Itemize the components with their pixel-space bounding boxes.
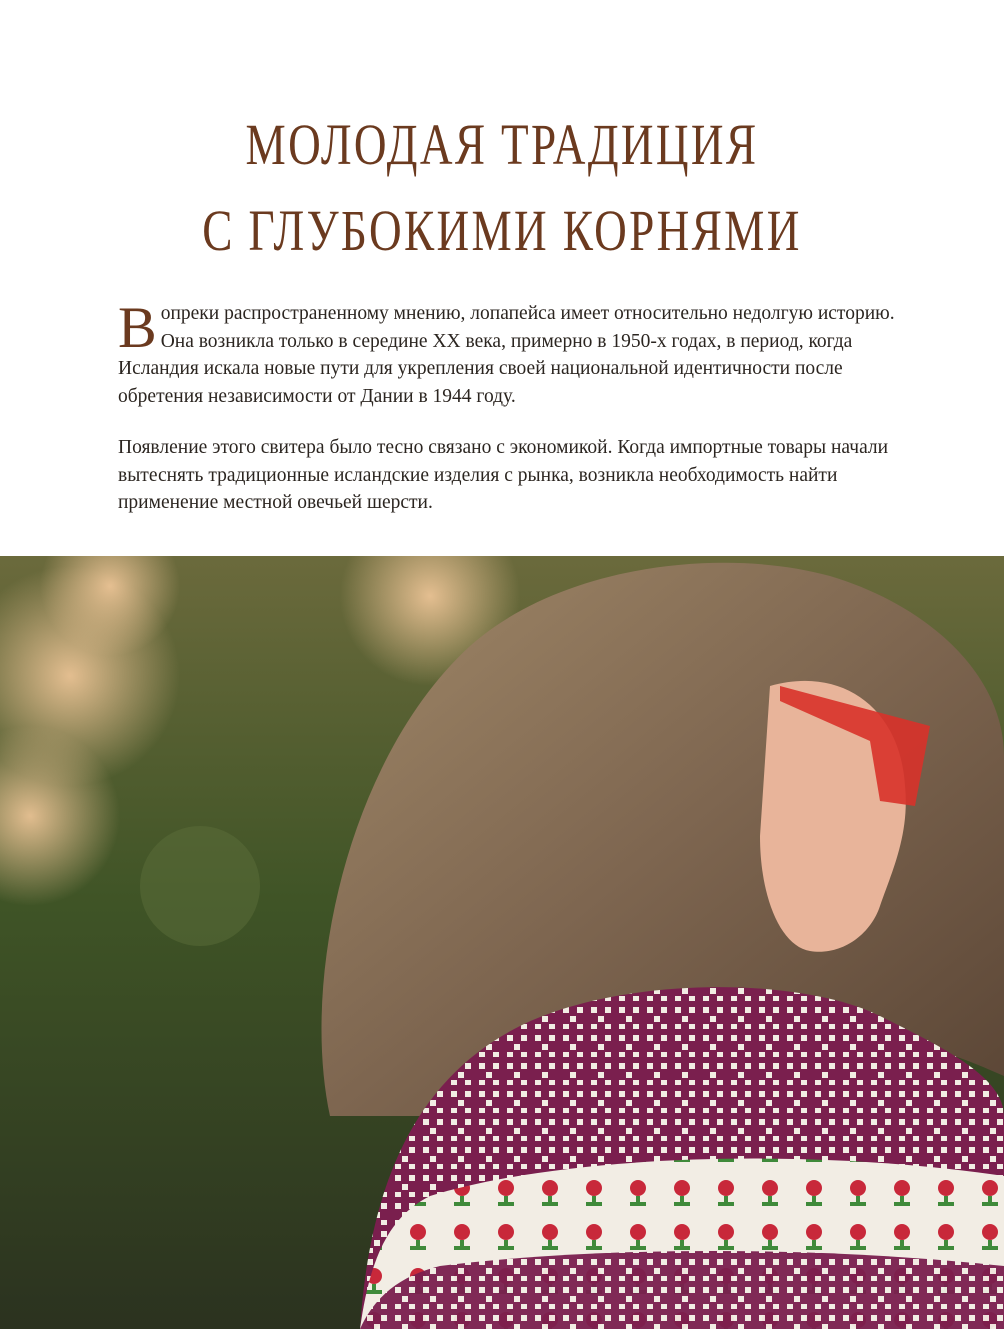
paragraph-2: Появление этого свитера было тесно связано с экономикой. Когда импортные товары начали вытеснять традиционные исландские изделия с рынка, возникла необходимость найти применение местной овечьей шерсти. <box>118 437 889 513</box>
drop-cap: В <box>118 295 157 360</box>
page-title <box>110 102 893 274</box>
article-body <box>118 295 918 517</box>
paragraph-1-text: опреки распространенному мнению, лопапейса имеет относительно недолгую историю. Она возникла только в середине XX века, примерно в 1950-х годах, в период, когда Исландия искала новые пути для укрепления своей национальной идентичности после обретения независимости от Дании в 1944 году. <box>118 303 895 407</box>
title-line-1: МОЛОДАЯ ТРАДИЦИЯ <box>245 112 759 177</box>
paragraph-1 <box>118 295 918 410</box>
girl-in-sweater-photo <box>0 556 1004 1329</box>
title-line-2: С ГЛУБОКИМИ КОРНЯМИ <box>202 198 802 263</box>
